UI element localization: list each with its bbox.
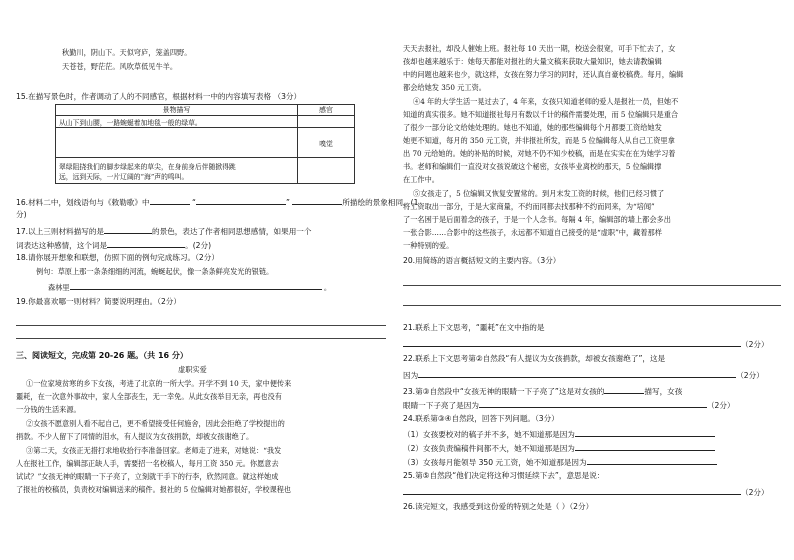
q19-answer-line-1[interactable] [16,325,386,326]
q22-points: （2分） [736,371,764,380]
q20-answer-line-2[interactable] [403,305,781,306]
question-22-line2 [403,369,764,381]
paragraph-4-line2: 知道的真实很多。她不知道报社每月有数以千计的稿件需要处理，而 5 位编辑只是重合 [403,110,679,119]
paragraph-1-line1: ①一位家境贫寒的乡下女孩，考进了北京的一所大学。开学不到 10 天，家中便传来 [26,379,292,388]
q17-text-c: 词表达这种感情，这个词是 [16,241,108,250]
q17-text-d: 。(2分) [185,241,212,250]
q22-answer-blank[interactable] [418,369,736,378]
q18-blank-label: 森林里 [48,283,70,292]
question-24: 24.联系第③④自然段，回答下列问题。（3分） [403,414,559,423]
q21-points: （2分） [741,340,769,349]
q17-text-b: 的景色，表达了作者相同思想感情，如果用一个 [152,227,312,236]
q25-points: （2分） [741,488,769,497]
q19-answer-line-2[interactable] [16,338,386,339]
q17-text-a: 17.以上三则材料描写的是 [16,227,105,236]
q24-2-text: （2）女孩负责编稿件间都不大，她不知道那是因为 [403,444,575,453]
paragraph-2-line2: 捐款。不少人留下了同情的泪水，有人提议为女孩捐款，却被女孩谢绝了。 [16,432,254,441]
q16-text-b: 所描绘的景象相同。(1 [342,198,419,207]
question-20: 20.用简练的语言概括短文的主要内容。（3分） [403,256,561,265]
question-22-line1: 22.联系上下文思考第②自然段“有人提议为女孩捐款，却被女孩谢绝了”，这是 [403,354,666,363]
q17-blank-2[interactable] [107,239,185,248]
q25-answer-blank[interactable] [403,486,741,495]
q24-1-blank[interactable] [575,428,715,437]
paragraph-3-line1: ③第二天，女孩正无措打求地收拾行李准备回家。老师走了进来，对她说：“我发 [26,446,282,455]
q15-row1-scene: 从山下到山腰，一路蜿蜒着加地毯一般的绿草。 [56,116,298,128]
paragraph-3-line4: 了报社的校稿员，负责校对编辑送来的稿件。报社的 5 位编辑对她都很好，学校课程也 [16,485,292,494]
question-18: 18.请你展开想象和联想，仿照下面的例句完成练习。（2分） [16,253,219,262]
paragraph-4-line7: 在工作中。 [403,175,439,184]
paragraph-4-line1: ④4 年的大学生活一晃过去了，4 年来，女孩只知道老师的爱人是报社一员，但她不 [413,97,679,106]
q15-row3-scene-line2: 远，远到天际，一片辽阔的“海”声的鸣叫。 [59,172,189,181]
q16-text-c: 分) [16,210,27,219]
q15-row2-sense: 嗅觉 [298,128,355,158]
q24-1-text: （1）女孩要校对的稿子并不多，她不知道那是因为 [403,430,575,439]
paragraph-2-line1: ②女孩不愿意别人看不起自己，更不希望接受任何施舍，因此会拒绝了学校提出的 [26,419,285,428]
section-3-heading: 三、阅读短文，完成第 20-26 题。（共 16 分） [16,351,188,360]
question-25-line2 [403,486,769,498]
paragraph-3-line3: 试试？”女孩无神的眼睛一下子亮了，立刻就干手下的行李，欣然同意。就这样她成 [16,472,279,481]
q24-2-blank[interactable] [575,442,715,451]
question-16-line1: 16.材料二中，划线语句与《敕勒歌》中 “ ” 所描绘的景象相同。(1 [16,198,419,207]
paragraph-4-line6: 书。老师和编辑们一直没对女孩说破这个秘密，女孩毕业离校的那天，5 位编辑撑 [403,162,662,171]
q15-row3-sense-blank[interactable] [298,158,355,184]
question-15: 15.在描写景色时，作者调动了人的不同感官，根据材料一中的内容填写表格 （3分） [16,92,302,101]
q23-blank-2[interactable] [479,399,707,408]
question-21-line2 [403,338,769,350]
q15-header-sense: 感官 [298,105,355,116]
paragraph-5-line3: 了一名困于是后面着念的孩子，于是一个人念书。每隔 4 年，编辑部的墙上都会多出 [403,215,671,224]
q18-answer-line: 森林里 。 [48,283,332,292]
q16-blank-2[interactable] [196,196,286,205]
q24-3-blank[interactable] [587,456,717,465]
q23-text-b: 描写，女孩 [644,387,683,396]
paragraph-4-line5: 出 70 元给她的。她的补贴的时候，对她不仍不知少校稿，而是在实实在在为她学习着 [403,149,676,158]
q15-row1-sense-blank[interactable] [298,116,355,128]
q15-row2-scene-blank[interactable] [56,128,298,158]
q20-answer-line-1[interactable] [403,285,781,286]
continued-line3: 中的问题也越来也少，就这样，女孩在努力学习的同时，还认真自豪校稿费。每月，编辑 [403,70,684,79]
question-26: 26.读完短文，我感受到这份爱的特别之处是（ ）（2分） [403,502,594,511]
right-column [397,0,794,560]
paragraph-5-line2: 将工资取出一部分，于是大家商量，不约而同都去找那种不约而同来，为“培闻” [403,202,655,211]
paragraph-4-line3: 了很少一部分论文给她处理的。她也不知道，她的那些编辑每个月都要工资给她发 [403,123,662,132]
q24-3-text: （3）女孩每月能领导 350 元工资，她不知道那是因为 [403,458,587,467]
paragraph-1-line3: 一分钱的生活来源。 [16,405,81,414]
q18-example: 例句：草原上那一条条细细的河流，蜿蜒起伏，像一条条鲜亮发光的银链。 [36,267,274,276]
poem-line-2: 天苍苍，野茫茫。风吹草低见牛羊。 [62,62,178,71]
q21-answer-blank[interactable] [403,338,741,347]
question-17-line1 [16,225,311,237]
paragraph-4-line4: 她更不知道，每月的 350 元工资，并非报社所发，而是 5 位编辑每人从自己工资里拿 [403,136,675,145]
question-25-line1: 25.第⑤自然段“他们决定将这种习惯延续下去”，意思是说： [403,471,605,480]
question-23-line1 [403,385,682,397]
q16-blank-3[interactable] [292,196,342,205]
q15-row3-scene-line1: 翠绿阻挠我们的脚步绿起来的草尖，在身前身后伴随掀得跳 [59,162,236,171]
q15-table [55,104,355,184]
question-24-3 [403,456,717,468]
question-23-line2 [403,399,735,411]
q15-header-scene: 景物描写 [56,105,298,116]
paragraph-5-line1: ⑤女孩走了，5 位编辑又恢复安置常的。到月末发工资的时候，他们已经习惯了 [413,189,665,198]
poem-line-1: 秋勤川，阴山下。天似穹庐，笼盖四野。 [62,48,192,57]
paragraph-5-line4: 一张合影……合影中的这些孩子，永远都不知道自己接受的是“虚职”中，藏着那样 [403,228,662,237]
q22-text-b: 因为 [403,371,419,380]
q23-points: （2分） [706,401,735,410]
q18-answer-blank[interactable] [70,281,322,290]
continued-line2: 孩却也越来越乐于：她每天都能对报社的大量文稿来获取大量知识，她去请教编辑 [403,57,662,66]
article-title: 虚职实爱 [178,365,207,374]
q23-blank-1[interactable] [604,385,644,394]
continued-line4: 都会给她发 350 元工资。 [403,83,486,92]
q23-text-a: 23.第③自然段中“女孩无神的眼睛一下子亮了”这是对女孩的 [403,387,605,396]
q15-row3-scene [56,158,298,184]
q23-text-c: 眼睛一下子亮了是因为 [403,401,479,410]
question-17-line2 [16,239,211,251]
question-19: 19.你最喜欢哪一则材料？简要说明理由。（2分） [16,297,181,306]
question-24-2 [403,442,715,454]
q16-text-a: 16.材料二中，划线语句与《敕勒歌》中 [16,198,150,207]
q17-blank-1[interactable] [104,225,152,234]
paragraph-1-line2: 噩耗，在一次意外事故中，家人全部丧生，无一幸免。从此女孩举目无亲，再也没有 [16,392,282,401]
paragraph-5-line5: 一种特别的爱。 [403,241,454,250]
question-24-1 [403,428,715,440]
q16-blank-1[interactable] [150,196,190,205]
paragraph-3-line2: 人在报社工作，编辑部正缺人手，需要招一名校稿人，每月工资 350 元。你愿意去 [16,459,279,468]
question-21-line1: 21.联系上下文思考，“噩耗”在文中指的是 [403,323,545,332]
continued-line1: 天天去报社，却没人催她上班。报社每 10 天出一期，校送会很宽，可手下忙去了，女 [403,44,676,53]
